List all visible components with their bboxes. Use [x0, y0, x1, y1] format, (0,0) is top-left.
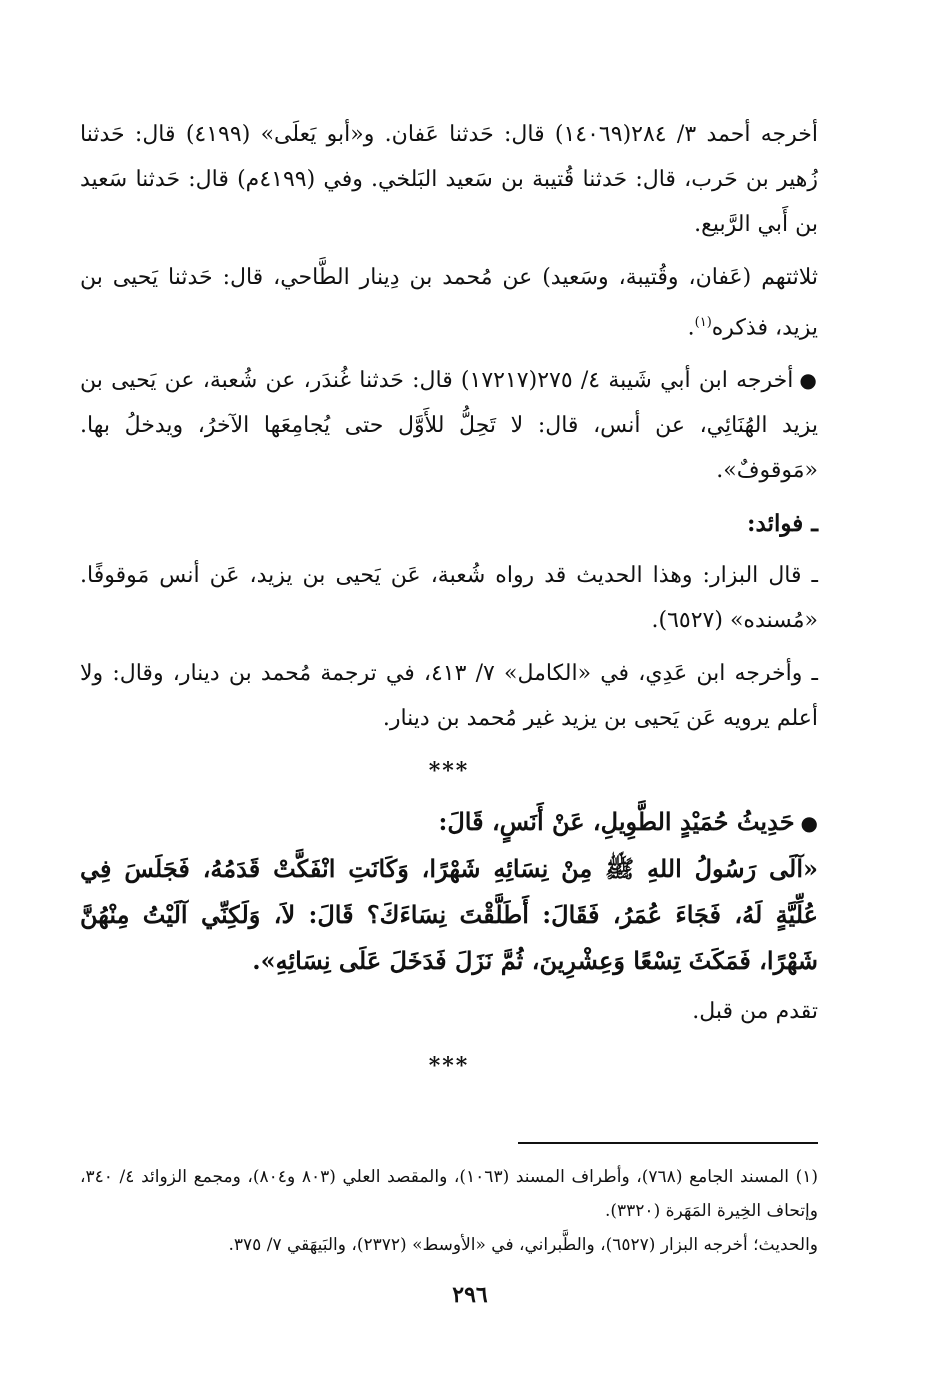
section-separator: *** [428, 758, 470, 785]
paragraph-text: ثلاثتهم (عَفان، وقُتيبة، وسَعيد) عن مُحمد بن دِينار الطَّاحي، قال: حَدثنا يَحيى بن يزيد، فذكره [80, 265, 818, 341]
footnote-divider [518, 1142, 818, 1144]
hadith-title-text: حَدِيثُ حُمَيْدٍ الطَّوِيلِ، عَنْ أَنَسٍ، قَالَ: [438, 807, 795, 837]
section-separator: *** [428, 1053, 470, 1080]
footnote-reference: (١) [694, 315, 712, 330]
hadith-text: «آلَى رَسُولُ اللهِ ﷺ مِنْ نِسَائِهِ شَهْرًا، وَكَانَتِ انْفَكَّتْ قَدَمُهُ، فَجَلَسَ فِي عُلِّيَّةٍ لَهُ، فَجَاءَ عُمَرُ، فَقَالَ: أَطَلَّقْتَ نِسَاءَكَ؟ قَالَ: لاَ، وَلَكِنِّي آلَيْتُ مِنْهُنَّ شَهْرًا، فَمَكَثَ تِسْعًا وَعِشْرِينَ، ثُمَّ نَزَلَ فَدَخَلَ عَلَى نِسَائِهِ». [80, 854, 818, 976]
footnote-1: (١) المسند الجامع (٧٦٨)، وأطراف المسند (١٠٦٣)، والمقصد العلي (٨٠٣ و٨٠٤)، ومجمع الزوائد ٤/ ٣٤٠، وإتحاف الخِيرة المَهَرة (٣٣٢٠). [80, 1167, 818, 1221]
paragraph-text: أخرجه ابن أبي شَيبة ٤/ ٢٧٥(١٧٢١٧) قال: حَدثنا غُندَر، عن شُعبة، عن يَحيى بن يزيد الهُنَائِي، عن أنس، قال: لا تَحِلُّ للأَوَّل حتى يُجامِعَها الآخرُ، ويدخلُ بها. «مَوقوفٌ». [80, 368, 818, 484]
takhrij-paragraph-ahmad: أخرجه أحمد ٣/ ٢٨٤(١٤٠٦٩) قال: حَدثنا عَفان. و«أبو يَعلَى» (٤١٩٩) قال: حَدثنا زُهير بن حَرب، قال: حَدثنا قُتيبة بن سَعيد البَلخي. وفي (٤١٩٩م) قال: حَدثنا سَعيد بن أَبي الرَّبيع. [80, 122, 818, 237]
hadith-note: تقدم من قبل. [692, 999, 818, 1025]
footnote-continuation: والحديث؛ أخرجه البزار (٦٥٢٧)، والطَّبراني، في «الأوسط» (٢٣٧٢)، والبَيهَقي ٧/ ٣٧٥. [228, 1235, 818, 1255]
takhrij-paragraph-ibn-abi-shaybah [80, 358, 818, 493]
period: . [687, 315, 695, 341]
hadith-title [80, 799, 818, 846]
page-body [80, 112, 818, 1094]
fawaid-heading: ـ فوائد: [747, 510, 818, 538]
bullet-icon: ● [799, 368, 819, 393]
takhrij-paragraph-thalathatuhum [80, 255, 818, 350]
fawaid-ibn-adi: ـ وأخرجه ابن عَدِي، في «الكامل» ٧/ ٤١٣، في ترجمة مُحمد بن دينار، وقال: ولا أعلم يرويه عَن يَحيى بن يزيد غير مُحمد بن دينار. [80, 661, 818, 732]
footnotes [80, 1160, 818, 1262]
page-number: ٢٩٦ [452, 1282, 488, 1308]
fawaid-bazzar: ـ قال البزار: وهذا الحديث قد رواه شُعبة، عَن يَحيى بن يزيد، عَن أنس مَوقوفًا. «مُسنده» (٦٥٢٧). [80, 563, 818, 634]
bullet-icon: ● [800, 811, 818, 836]
